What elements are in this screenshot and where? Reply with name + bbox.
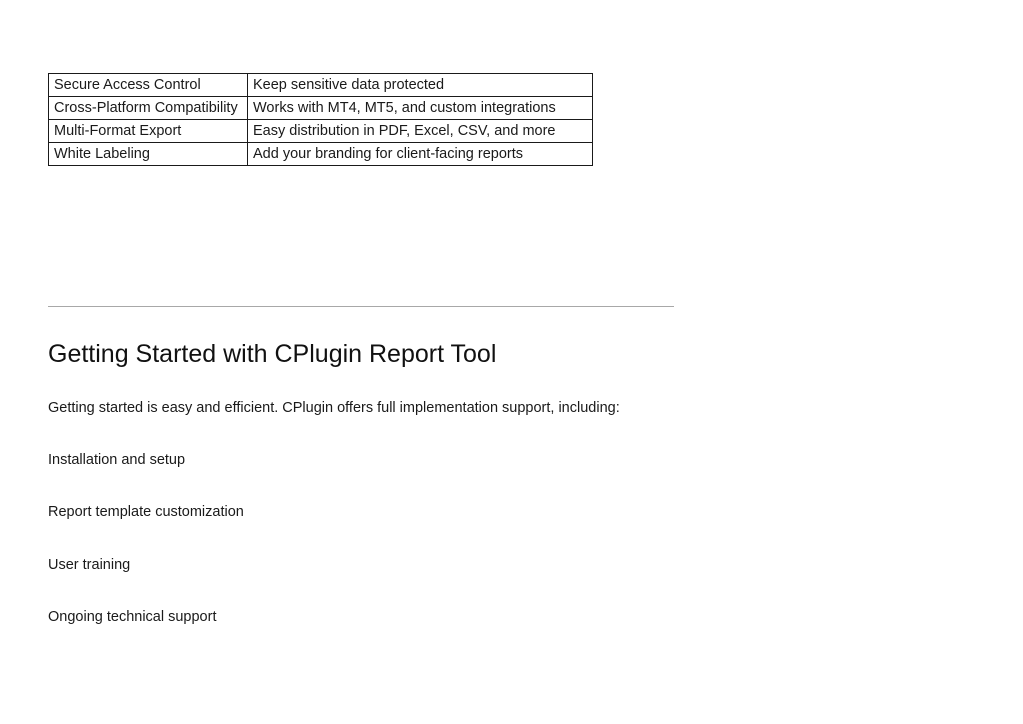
feature-name-cell: White Labeling (49, 143, 248, 166)
intro-paragraph: Getting started is easy and efficient. CPlugin offers full implementation support, including: (48, 400, 620, 416)
table-row (49, 97, 593, 120)
table-row (49, 74, 593, 97)
feature-name-cell: Cross-Platform Compatibility (49, 97, 248, 120)
table-row (49, 120, 593, 143)
support-list-item: Installation and setup (48, 452, 186, 468)
feature-name-cell: Secure Access Control (49, 74, 248, 97)
feature-description-cell: Works with MT4, MT5, and custom integrations (248, 97, 593, 120)
section-divider (48, 306, 674, 307)
support-list-item: Ongoing technical support (48, 609, 217, 625)
table-row (49, 143, 593, 166)
support-list-item: User training (48, 557, 131, 573)
features-table (48, 73, 593, 166)
feature-description-cell: Easy distribution in PDF, Excel, CSV, and more (248, 120, 593, 143)
feature-name-cell: Multi-Format Export (49, 120, 248, 143)
support-list-item: Report template customization (48, 504, 244, 520)
feature-description-cell: Keep sensitive data protected (248, 74, 593, 97)
feature-description-cell: Add your branding for client-facing reports (248, 143, 593, 166)
section-heading: Getting Started with CPlugin Report Tool (48, 340, 497, 368)
